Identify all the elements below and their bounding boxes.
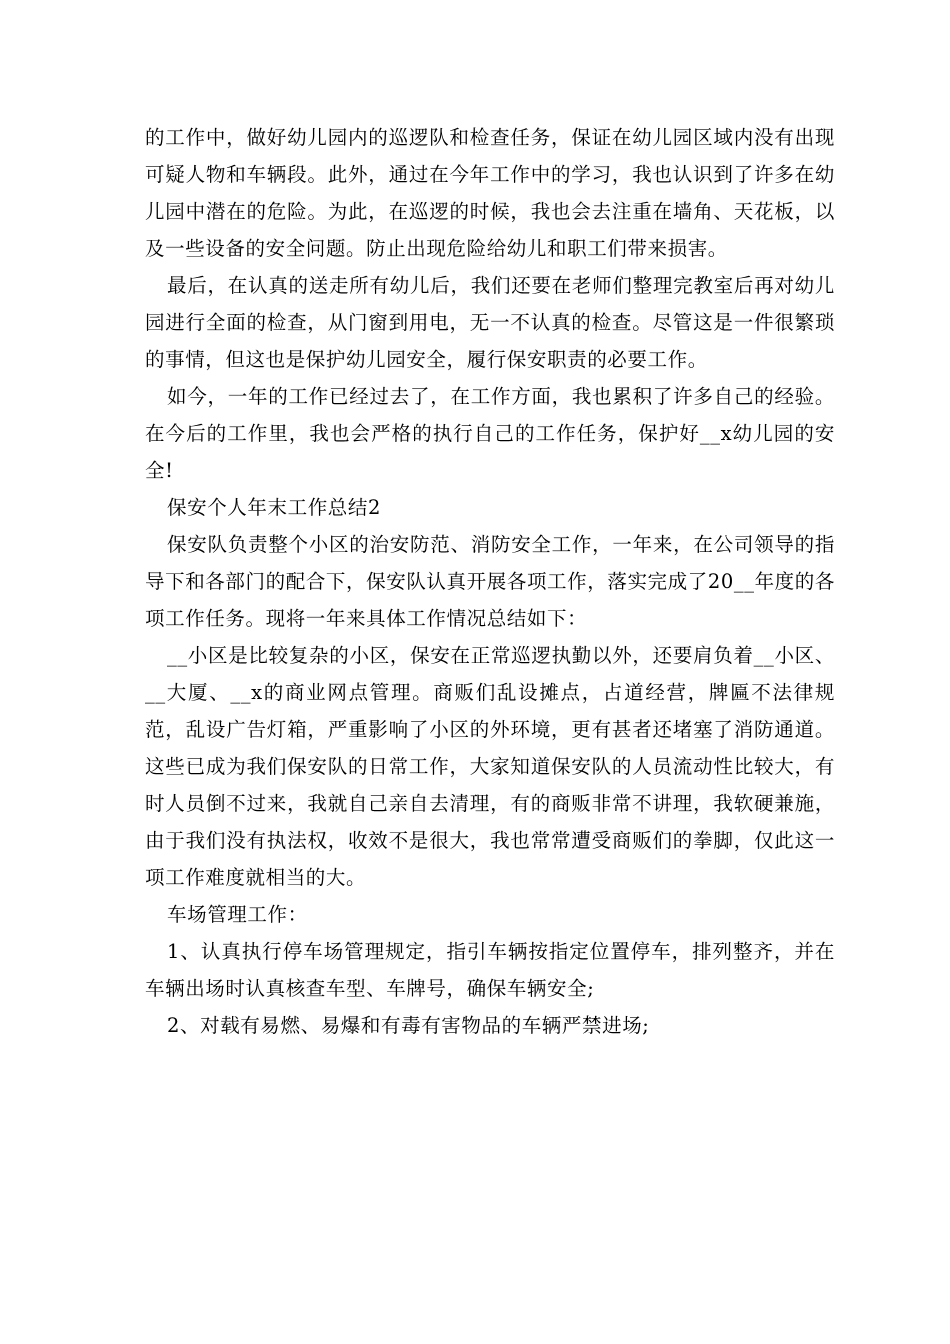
section-heading: 保安个人年末工作总结2 <box>167 496 382 519</box>
list-item-parking-rule-1: 1、认真执行停车场管理规定，指引车辆按指定位置停车，排列整齐，并在车辆出场时认真核查车型、车牌号，确保车辆安全; <box>145 940 835 1000</box>
paragraph-parking-heading: 车场管理工作： <box>167 903 308 926</box>
document-body <box>145 119 835 1044</box>
paragraph-final-inspection: 最后，在认真的送走所有幼儿后，我们还要在老师们整理完教室后再对幼儿园进行全面的检查，从门窗到用电，无一不认真的检查。尽管这是一件很繁琐的事情，但这也是保护幼儿园安全，履行保安职责的必要工作。 <box>145 274 835 371</box>
list-item-parking-rule-2: 2、对载有易燃、易爆和有毒有害物品的车辆严禁进场; <box>167 1014 650 1037</box>
paragraph-year-summary: 如今，一年的工作已经过去了，在工作方面，我也累积了许多自己的经验。在今后的工作里，我也会严格的执行自己的工作任务，保护好__x幼儿园的安全! <box>145 385 835 482</box>
paragraph-patrol-continued: 的工作中，做好幼儿园内的巡逻队和检查任务，保证在幼儿园区域内没有出现可疑人物和车辆段。此外，通过在今年工作中的学习，我也认识到了许多在幼儿园中潜在的危险。为此，在巡逻的时候，我也会去注重在墙角、天花板，以及一些设备的安全问题。防止出现危险给幼儿和职工们带来损害。 <box>145 126 835 260</box>
paragraph-community-management: __小区是比较复杂的小区，保安在正常巡逻执勤以外，还要肩负着__小区、__大厦、__x的商业网点管理。商贩们乱设摊点，占道经营，牌匾不法律规范，乱设广告灯箱，严重影响了小区的外环境，更有甚者还堵塞了消防通道。这些已成为我们保安队的日常工作，大家知道保安队的人员流动性比较大，有时人员倒不过来，我就自己亲自去清理，有的商贩非常不讲理，我软硬兼施，由于我们没有执法权，收效不是很大，我也常常遭受商贩们的拳脚，仅此这一项工作难度就相当的大。 <box>145 644 835 889</box>
paragraph-security-team-intro: 保安队负责整个小区的治安防范、消防安全工作，一年来，在公司领导的指导下和各部门的配合下，保安队认真开展各项工作，落实完成了20__年度的各项工作任务。现将一年来具体工作情况总结如下： <box>145 533 835 630</box>
